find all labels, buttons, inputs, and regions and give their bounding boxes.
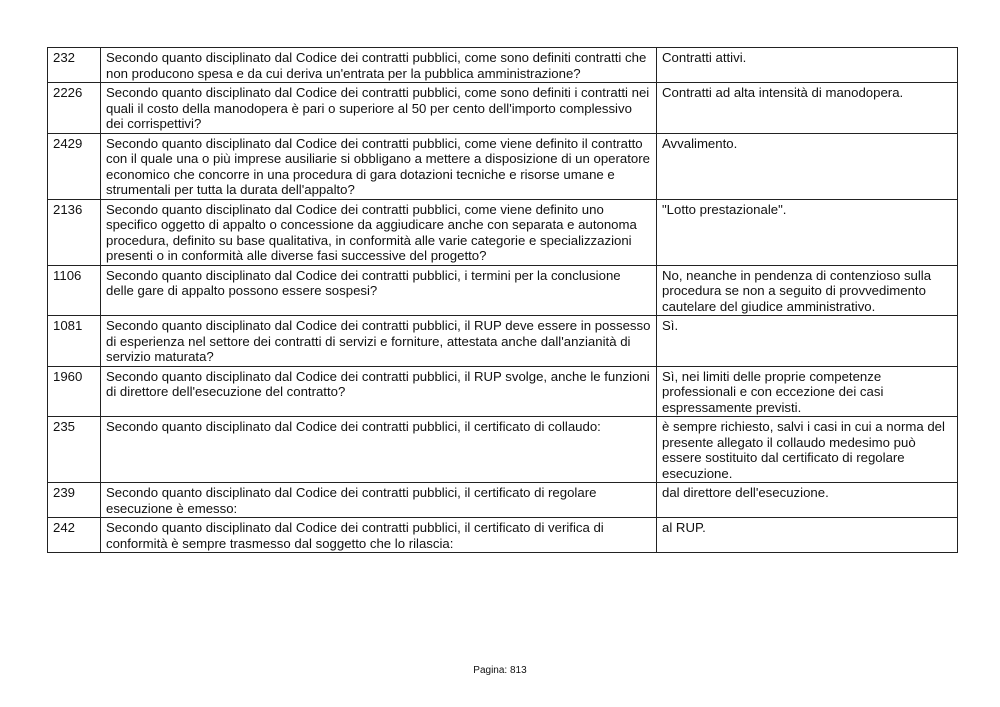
answer-cell: No, neanche in pendenza di contenzioso sulla procedura se non a seguito di provvedimento cautelare del giudice amministrativo. [657, 265, 958, 316]
question-id-cell: 242 [48, 518, 101, 553]
question-cell: Secondo quanto disciplinato dal Codice dei contratti pubblici, il certificato di regolare esecuzione è emesso: [101, 483, 657, 518]
answer-cell: Sì, nei limiti delle proprie competenze professionali e con eccezione dei casi espressamente previsti. [657, 366, 958, 417]
question-cell: Secondo quanto disciplinato dal Codice dei contratti pubblici, i termini per la conclusione delle gare di appalto possono essere sospesi? [101, 265, 657, 316]
table-row [48, 483, 958, 518]
question-cell: Secondo quanto disciplinato dal Codice dei contratti pubblici, come sono definiti contratti che non producono spesa e da cui deriva un'entrata per la pubblica amministrazione? [101, 48, 657, 83]
table-row [48, 518, 958, 553]
answer-cell: "Lotto prestazionale". [657, 199, 958, 265]
table-row [48, 199, 958, 265]
question-cell: Secondo quanto disciplinato dal Codice dei contratti pubblici, il certificato di collaudo: [101, 417, 657, 483]
table-row [48, 366, 958, 417]
answer-cell: è sempre richiesto, salvi i casi in cui a norma del presente allegato il collaudo medesimo può essere sostituito dal certificato di regolare esecuzione. [657, 417, 958, 483]
question-id-cell: 235 [48, 417, 101, 483]
table-row [48, 265, 958, 316]
question-answer-table [47, 47, 958, 553]
table-row [48, 83, 958, 134]
table-row [48, 133, 958, 199]
question-cell: Secondo quanto disciplinato dal Codice dei contratti pubblici, il RUP deve essere in possesso di esperienza nel settore dei contratti di servizi e forniture, attestata anche dall'anzianità di servizio maturata? [101, 316, 657, 367]
question-cell: Secondo quanto disciplinato dal Codice dei contratti pubblici, come sono definiti i contratti nei quali il costo della manodopera è pari o superiore al 50 per cento dell'importo complessivo dei corrispettivi? [101, 83, 657, 134]
answer-cell: dal direttore dell'esecuzione. [657, 483, 958, 518]
question-id-cell: 1960 [48, 366, 101, 417]
question-id-cell: 1081 [48, 316, 101, 367]
answer-cell: Avvalimento. [657, 133, 958, 199]
question-cell: Secondo quanto disciplinato dal Codice dei contratti pubblici, come viene definito uno specifico oggetto di appalto o concessione da aggiudicare anche con separata e autonoma procedura, definito su base qualitativa, in conformità alle varie categorie e specializzazioni presenti o in conformità alle diverse fasi successive del progetto? [101, 199, 657, 265]
answer-cell: Sì. [657, 316, 958, 367]
table-row [48, 316, 958, 367]
question-cell: Secondo quanto disciplinato dal Codice dei contratti pubblici, il RUP svolge, anche le funzioni di direttore dell'esecuzione del contratto? [101, 366, 657, 417]
answer-cell: Contratti ad alta intensità di manodopera. [657, 83, 958, 134]
question-id-cell: 2429 [48, 133, 101, 199]
question-id-cell: 2226 [48, 83, 101, 134]
question-id-cell: 2136 [48, 199, 101, 265]
table-row [48, 417, 958, 483]
question-id-cell: 1106 [48, 265, 101, 316]
page-number: Pagina: 813 [473, 665, 527, 676]
question-id-cell: 232 [48, 48, 101, 83]
question-cell: Secondo quanto disciplinato dal Codice dei contratti pubblici, come viene definito il contratto con il quale una o più imprese ausiliarie si obbligano a mettere a disposizione di un operatore economico che concorre in una procedura di gara dotazioni tecniche e risorse umane e strumentali per tutta la durata dell'appalto? [101, 133, 657, 199]
table-row [48, 48, 958, 83]
answer-cell: Contratti attivi. [657, 48, 958, 83]
question-id-cell: 239 [48, 483, 101, 518]
answer-cell: al RUP. [657, 518, 958, 553]
question-cell: Secondo quanto disciplinato dal Codice dei contratti pubblici, il certificato di verifica di conformità è sempre trasmesso dal soggetto che lo rilascia: [101, 518, 657, 553]
